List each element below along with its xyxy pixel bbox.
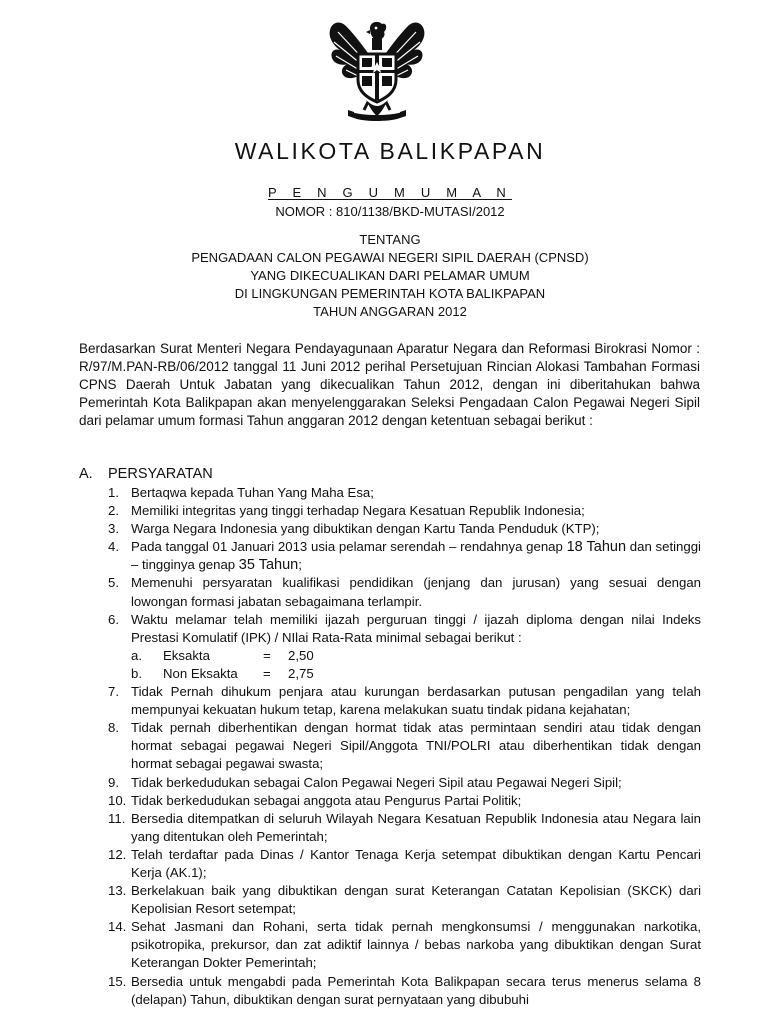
item-number: 3. — [108, 521, 119, 537]
item-text: Waktu melamar telah memiliki ijazah perguruan tinggi / ijazah diploma dengan nilai Indeks Prestasi Komulatif (IPK) / NIlai Rata-Rata minimal sebagai berikut : — [131, 611, 701, 645]
sub-equals: = — [263, 665, 271, 681]
sub-name: Eksakta — [163, 647, 210, 663]
subject-line: DI LINGKUNGAN PEMERINTAH KOTA BALIKPAPAN — [234, 286, 546, 301]
item-number: 10. — [108, 792, 127, 808]
section-letter: A. — [79, 466, 93, 482]
subject-line: TENTANG — [359, 232, 421, 247]
item-number: 12. — [108, 846, 127, 862]
announcement-number: NOMOR : 810/1138/BKD-MUTASI/2012 — [275, 204, 505, 219]
subject-line: TAHUN ANGGARAN 2012 — [313, 304, 467, 319]
item-text: Bertaqwa kepada Tuhan Yang Maha Esa; — [131, 485, 374, 500]
sub-letter: b. — [131, 665, 142, 681]
garuda-emblem-icon — [326, 18, 428, 124]
item-number: 14. — [108, 919, 127, 935]
list-item — [79, 918, 701, 972]
item-text: Bersedia ditempatkan di seluruh Wilayah Negara Kesatuan Republik Indonesia atau Negara lain yang ditentukan oleh Pemerintah; — [131, 810, 701, 844]
item-text: Tidak Pernah dihukum penjara atau kurungan berdasarkan putusan pengadilan yang telah mempunyai kekuatan hukum tetap, karena melakukan suatu tindak pidana kejahatan; — [131, 684, 701, 718]
sub-value: 2,75 — [288, 665, 314, 681]
list-item — [79, 973, 701, 1009]
intro-paragraph: Berdasarkan Surat Menteri Negara Pendayagunaan Aparatur Negara dan Reformasi Birokrasi Nomor : R/97/M.PAN-RB/06/2012 tanggal 11 Juni 2012 perihal Persetujuan Rincian Alokasi Tambahan Formasi CPNS Daerah Untuk Jabatan yang dikecualikan Tahun 2012, dengan ini diberitahukan bahwa Pemerintah Kota Balikpapan akan menyelenggarakan Seleksi Pengadaan Calon Pegawai Negeri Sipil dari pelamar umum formasi Tahun anggaran 2012 dengan ketentuan sebagai berikut : — [79, 341, 700, 428]
list-item — [79, 774, 701, 792]
item-text: Warga Negara Indonesia yang dibuktikan dengan Kartu Tanda Penduduk (KTP); — [131, 521, 600, 537]
item-number: 5. — [108, 575, 119, 591]
subject-line: YANG DIKECUALIKAN DARI PELAMAR UMUM — [250, 268, 530, 283]
item-text: Memiliki integritas yang tinggi terhadap Negara Kesatuan Republik Indonesia; — [131, 503, 585, 519]
list-item — [79, 484, 701, 502]
item-text: dan setinggi – tingginya genap — [131, 539, 701, 573]
item-number: 2. — [108, 503, 119, 519]
max-age: 35 Tahun — [238, 557, 299, 574]
item-text: Sehat Jasmani dan Rohani, serta tidak pernah mengkonsumsi / menggunakan narkotika, psikotropika, prekursor, dan zat adiktif lainnya / bebas narkoba yang dibuktikan dengan Surat Keterangan Dokter Pemerintah; — [131, 919, 701, 971]
item-number: 7. — [108, 684, 119, 700]
subject-line: PENGADAAN CALON PEGAWAI NEGERI SIPIL DAERAH (CPNSD) — [191, 250, 589, 265]
item-text: Memenuhi persyaratan kualifikasi pendidikan (jenjang dan jurusan) yang sesuai dengan lowongan formasi jabatan sebagaimana terlampir. — [131, 575, 701, 609]
item-number: 9. — [108, 774, 119, 790]
sublist-item — [131, 647, 701, 665]
list-item — [79, 882, 701, 918]
section-title: PERSYARATAN — [108, 466, 213, 482]
item-text: ; — [298, 557, 302, 573]
item-text: Pada tanggal 01 Januari 2013 usia pelamar serendah – rendahnya genap — [131, 539, 567, 555]
item-number: 4. — [108, 539, 119, 555]
item-number: 11. — [108, 810, 126, 826]
section-heading — [79, 466, 213, 482]
item-text: Bersedia untuk mengabdi pada Pemerintah Kota Balikpapan secara terus menerus selama 8 (delapan) Tahun, dibuktikan dengan surat pernyataan yang dibubuhi — [131, 973, 701, 1007]
requirements-list — [79, 484, 701, 1009]
list-item — [79, 520, 701, 538]
list-item — [79, 719, 701, 773]
page-title: WALIKOTA BALIKPAPAN — [234, 138, 546, 164]
item-text: Telah terdaftar pada Dinas / Kantor Tenaga Kerja setempat dibuktikan dengan Kartu Pencari Kerja (AK.1); — [131, 846, 701, 880]
list-item — [79, 502, 701, 520]
list-item — [79, 792, 701, 810]
announcement-heading: P E N G U M U M A N — [268, 185, 512, 200]
item-number: 13. — [108, 883, 127, 899]
list-item — [79, 538, 701, 574]
list-item — [79, 574, 701, 610]
sub-equals: = — [263, 647, 271, 663]
list-item — [79, 810, 701, 846]
list-item — [79, 611, 701, 683]
item-number: 6. — [108, 611, 119, 627]
item-number: 1. — [108, 485, 119, 500]
item-number: 15. — [108, 973, 127, 989]
sub-value: 2,50 — [288, 647, 314, 663]
item-text: Tidak pernah diberhentikan dengan hormat tidak atas permintaan sendiri atau tidak dengan hormat sebagai pegawai Negeri Sipil/Anggota TNI/POLRI atau diberhentikan tidak dengan hormat sebagai pegawai swasta; — [131, 720, 701, 772]
subject-block — [0, 231, 768, 321]
min-age: 18 Tahun — [566, 539, 627, 556]
item-text: Berkelakuan baik yang dibuktikan dengan surat Keterangan Catatan Kepolisian (SKCK) dari Kepolisian Resort setempat; — [131, 883, 701, 917]
sublist-item — [131, 665, 701, 683]
gpa-sublist — [131, 647, 701, 683]
item-text: Tidak berkedudukan sebagai Calon Pegawai Negeri Sipil atau Pegawai Negeri Sipil; — [131, 774, 622, 790]
list-item — [79, 683, 701, 719]
item-text: Tidak berkedudukan sebagai anggota atau Pengurus Partai Politik; — [131, 792, 522, 808]
sub-letter: a. — [131, 647, 142, 663]
item-number: 8. — [108, 720, 119, 736]
sub-name: Non Eksakta — [163, 665, 238, 681]
list-item — [79, 846, 701, 882]
